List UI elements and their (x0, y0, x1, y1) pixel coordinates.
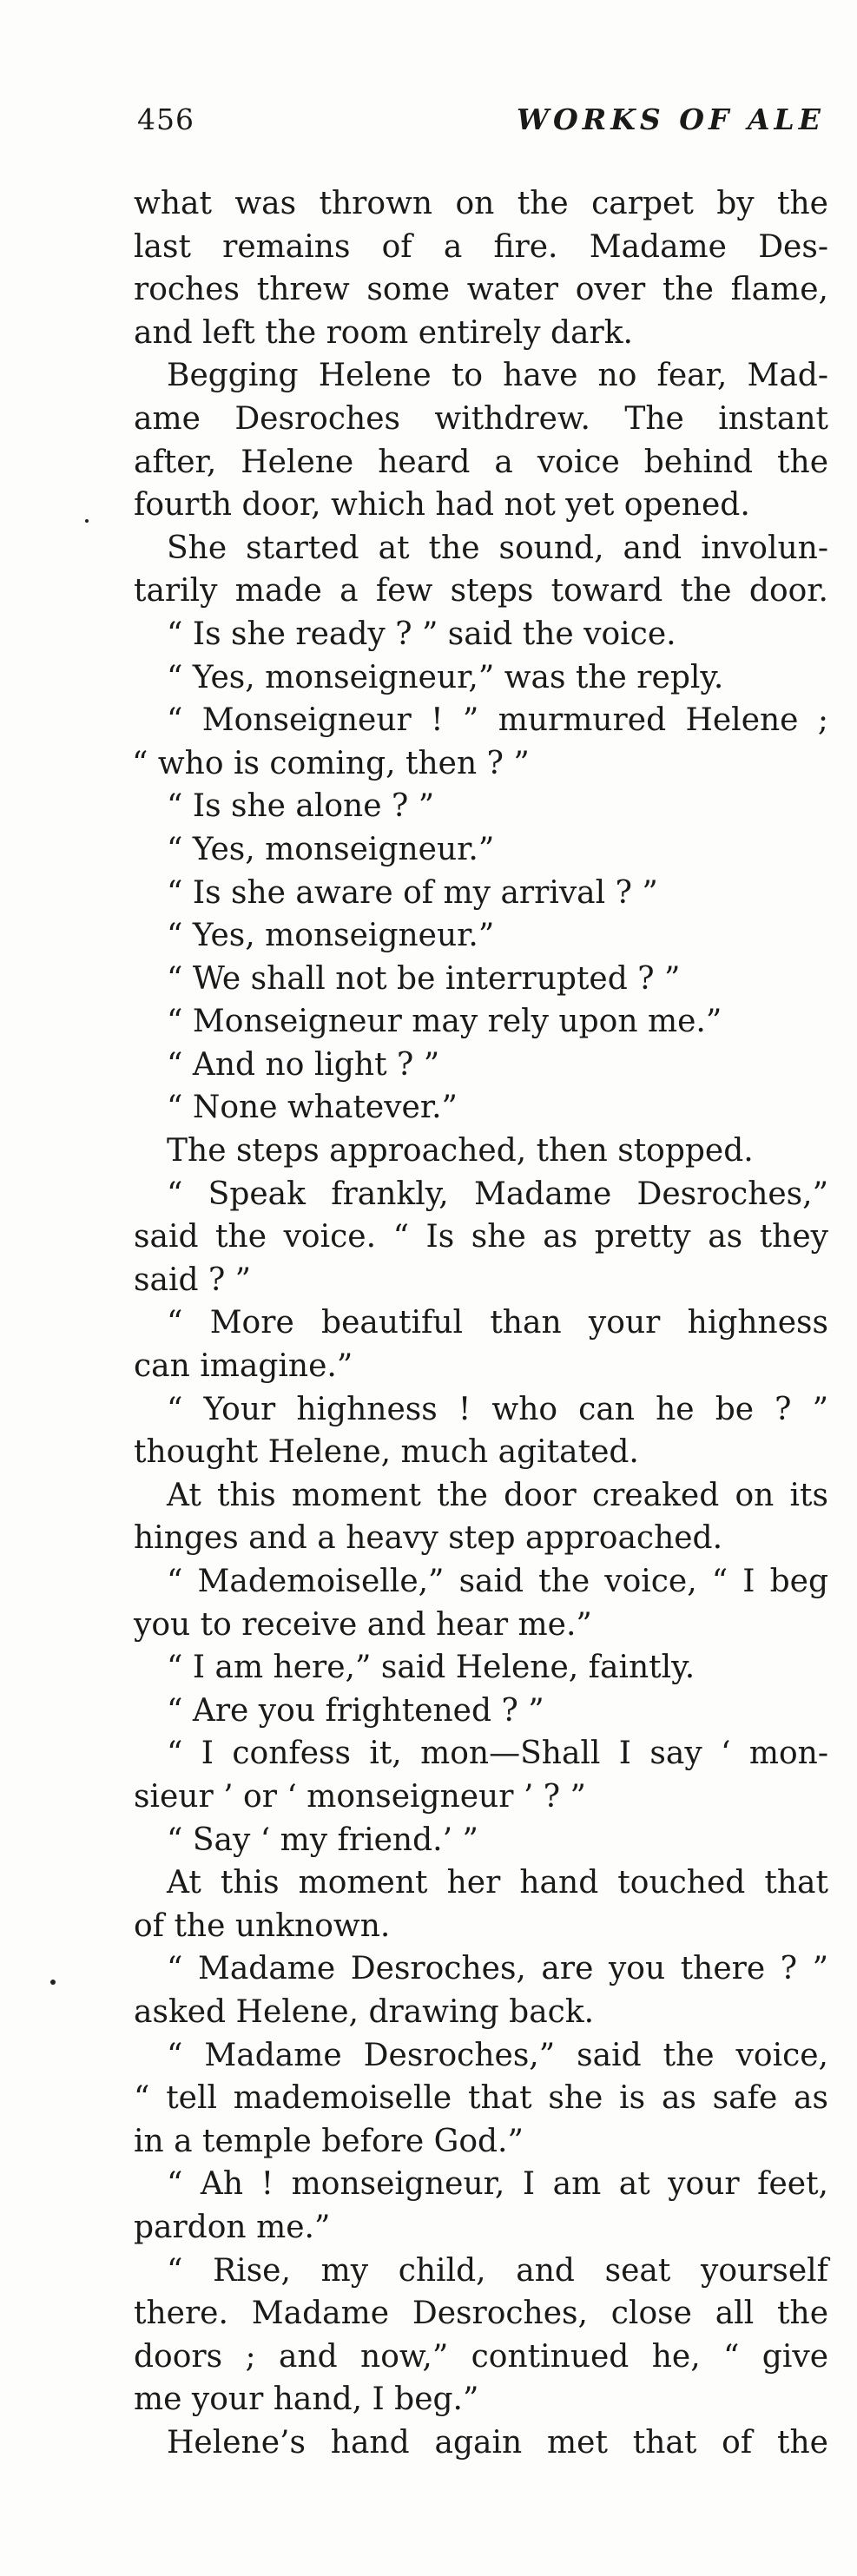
print-speck (50, 1980, 56, 1985)
text-line: last remains of a fire. Madame Des- (134, 228, 828, 265)
text-line: can imagine.” (134, 1348, 353, 1385)
body-text (134, 182, 828, 2464)
text-line: “ Are you frightened ? ” (167, 1692, 544, 1729)
text-line: “ Monseigneur may rely upon me.” (167, 1004, 722, 1040)
text-line: “ Is she aware of my arrival ? ” (167, 874, 658, 911)
text-line: “ Yes, monseigneur,” was the reply. (167, 659, 724, 695)
text-line: At this moment her hand touched that (167, 1865, 828, 1901)
text-line: She started at the sound, and involun- (167, 530, 828, 566)
text-line: At this moment the door creaked on its (167, 1477, 828, 1513)
text-line: there. Madame Desroches, close all the (134, 2296, 828, 2332)
text-line: “ who is coming, then ? ” (132, 745, 530, 781)
text-line: Begging Helene to have no fear, Mad- (167, 358, 828, 394)
text-line: “ Monseigneur ! ” murmured Helene ; (167, 702, 828, 739)
text-line: “ Say ‘ my friend.’ ” (167, 1822, 478, 1858)
text-line: “ Your highness ! who can he be ? ” (167, 1391, 828, 1427)
text-line: “ Madame Desroches, are you there ? ” (167, 1951, 828, 1987)
text-line: “ Ah ! monseigneur, I am at your feet, (167, 2166, 828, 2203)
text-line: what was thrown on the carpet by the (134, 186, 828, 221)
text-line: said ? ” (134, 1262, 252, 1298)
text-line: The steps approached, then stopped. (167, 1133, 754, 1169)
text-line: thought Helene, much agitated. (134, 1434, 639, 1471)
text-line: “ Rise, my child, and seat yourself (167, 2252, 828, 2289)
text-line: “ Is she ready ? ” said the voice. (167, 616, 676, 652)
text-line: tarily made a few steps toward the door. (134, 573, 828, 609)
text-line: pardon me.” (134, 2209, 331, 2245)
text-line: sieur ’ or ‘ monseigneur ’ ? ” (134, 1778, 586, 1815)
text-line: said the voice. “ Is she as pretty as they (134, 1219, 828, 1255)
text-line: “ More beautiful than your highness (167, 1305, 828, 1341)
text-line: hinges and a heavy step approached. (134, 1520, 723, 1557)
text-line: “ We shall not be interrupted ? ” (167, 960, 681, 997)
text-line: “ Madame Desroches,” said the voice, (167, 2037, 828, 2073)
running-head (137, 102, 857, 146)
text-line: you to receive and hear me.” (134, 1606, 592, 1643)
text-line: “ Yes, monseigneur.” (167, 831, 495, 867)
print-speck (85, 519, 89, 523)
text-line: me your hand, I beg.” (134, 2382, 479, 2418)
text-line: “ And no light ? ” (167, 1046, 440, 1083)
page-number: 456 (137, 102, 194, 136)
running-title: WORKS OF ALE (517, 102, 825, 136)
text-line: “ I am here,” said Helene, faintly. (167, 1650, 695, 1686)
text-line: “ None whatever.” (167, 1090, 458, 1126)
text-line: asked Helene, drawing back. (134, 1993, 595, 2030)
text-line: after, Helene heard a voice behind the (134, 444, 828, 480)
text-line: “ tell mademoiselle that she is as safe as (134, 2080, 828, 2117)
text-line: of the unknown. (134, 1907, 391, 1944)
text-line: and left the room entirely dark. (134, 314, 633, 351)
text-line: roches threw some water over the flame, (134, 272, 828, 308)
text-line: “ Speak frankly, Madame Desroches,” (167, 1176, 828, 1212)
text-line: doors ; and now,” continued he, “ give (134, 2338, 828, 2375)
text-line: “ I confess it, mon—Shall I say ‘ mon- (167, 1736, 828, 1772)
text-line: “ Yes, monseigneur.” (167, 918, 495, 954)
text-line: fourth door, which had not yet opened. (134, 487, 750, 524)
text-line: “ Is she alone ? ” (167, 788, 435, 825)
text-line: “ Mademoiselle,” said the voice, “ I beg (167, 1564, 828, 1599)
text-line: ame Desroches withdrew. The instant (134, 400, 828, 437)
text-line: in a temple before God.” (134, 2123, 524, 2159)
text-line: Helene’s hand again met that of the (167, 2424, 828, 2461)
